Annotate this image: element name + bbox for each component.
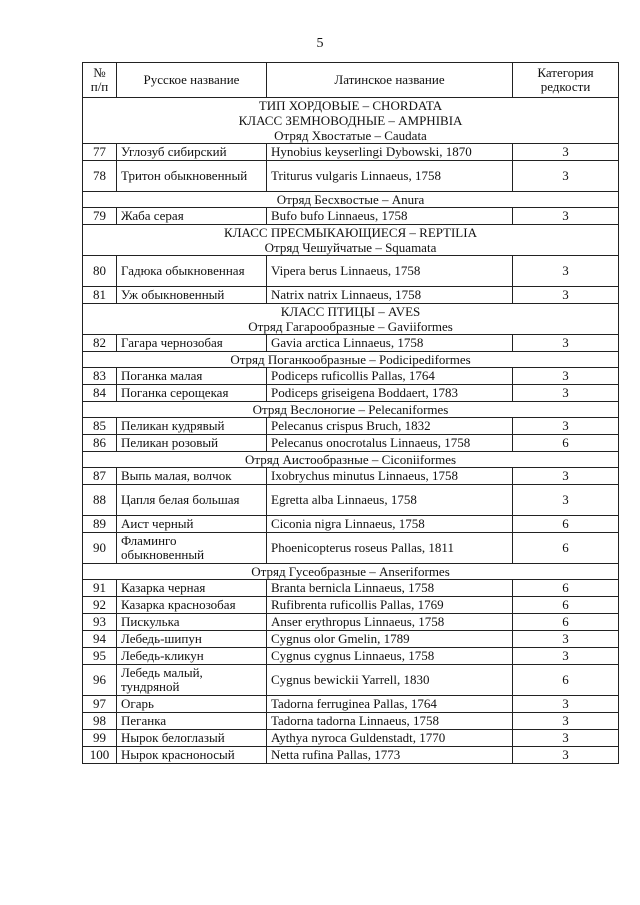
russian-name: Тритон обыкновенный bbox=[117, 161, 267, 192]
section-heading-line: Отряд Веслоногие – Pelecaniformes bbox=[252, 402, 449, 417]
row-number: 88 bbox=[83, 485, 117, 516]
rarity-category: 3 bbox=[513, 208, 619, 225]
russian-name: Поганка малая bbox=[117, 368, 267, 385]
russian-name: Казарка краснозобая bbox=[117, 597, 267, 614]
latin-name: Podiceps griseigena Boddaert, 1783 bbox=[267, 385, 513, 402]
section-heading-line: Отряд Гусеобразные – Anseriformes bbox=[251, 564, 450, 579]
table-row bbox=[83, 161, 619, 192]
section-heading-line: Отряд Чешуйчатые – Squamata bbox=[264, 240, 437, 255]
table-row bbox=[83, 631, 619, 648]
rarity-category: 3 bbox=[513, 368, 619, 385]
section-heading-line: Отряд Хвостатые – Caudata bbox=[274, 128, 427, 143]
row-number: 85 bbox=[83, 418, 117, 435]
rarity-category: 6 bbox=[513, 614, 619, 631]
header-category-line-2: редкости bbox=[540, 79, 591, 94]
russian-name: Выпь малая, волчок bbox=[117, 468, 267, 485]
russian-name: Нырок белоглазый bbox=[117, 730, 267, 747]
russian-name: Пеликан розовый bbox=[117, 435, 267, 452]
section-heading bbox=[83, 192, 619, 208]
row-number: 95 bbox=[83, 648, 117, 665]
rarity-category: 6 bbox=[513, 516, 619, 533]
row-number: 86 bbox=[83, 435, 117, 452]
table-row bbox=[83, 144, 619, 161]
rarity-category: 3 bbox=[513, 485, 619, 516]
latin-name: Triturus vulgaris Linnaeus, 1758 bbox=[267, 161, 513, 192]
russian-name: Пискулька bbox=[117, 614, 267, 631]
section-heading bbox=[83, 352, 619, 368]
latin-name: Cygnus olor Gmelin, 1789 bbox=[267, 631, 513, 648]
header-category-line-1: Категория bbox=[537, 65, 594, 80]
red-book-species-table bbox=[82, 62, 619, 764]
table-row bbox=[83, 665, 619, 696]
russian-name: Лебедь-кликун bbox=[117, 648, 267, 665]
table-row bbox=[83, 287, 619, 304]
rarity-category: 3 bbox=[513, 287, 619, 304]
row-number: 80 bbox=[83, 256, 117, 287]
russian-name: Уж обыкновенный bbox=[117, 287, 267, 304]
russian-name: Пеганка bbox=[117, 713, 267, 730]
latin-name: Branta bernicla Linnaeus, 1758 bbox=[267, 580, 513, 597]
russian-name: Жаба серая bbox=[117, 208, 267, 225]
row-number: 92 bbox=[83, 597, 117, 614]
latin-name: Rufibrenta ruficollis Pallas, 1769 bbox=[267, 597, 513, 614]
latin-name: Ciconia nigra Linnaeus, 1758 bbox=[267, 516, 513, 533]
row-number: 87 bbox=[83, 468, 117, 485]
table-row bbox=[83, 516, 619, 533]
section-heading-line: Отряд Поганкообразные – Podicipediformes bbox=[230, 352, 471, 367]
row-number: 83 bbox=[83, 368, 117, 385]
row-number: 81 bbox=[83, 287, 117, 304]
russian-name: Фламинго обыкновенный bbox=[117, 533, 267, 564]
row-number: 77 bbox=[83, 144, 117, 161]
table-row bbox=[83, 435, 619, 452]
header-num-line-1: № bbox=[93, 65, 106, 80]
rarity-category: 3 bbox=[513, 631, 619, 648]
header-rarity-category bbox=[513, 63, 619, 98]
rarity-category: 3 bbox=[513, 418, 619, 435]
table-row bbox=[83, 597, 619, 614]
header-num bbox=[83, 63, 117, 98]
latin-name: Tadorna tadorna Linnaeus, 1758 bbox=[267, 713, 513, 730]
section-heading-row bbox=[83, 304, 619, 335]
russian-name: Огарь bbox=[117, 696, 267, 713]
rarity-category: 6 bbox=[513, 435, 619, 452]
latin-name: Cygnus cygnus Linnaeus, 1758 bbox=[267, 648, 513, 665]
row-number: 78 bbox=[83, 161, 117, 192]
row-number: 97 bbox=[83, 696, 117, 713]
section-heading-row bbox=[83, 452, 619, 468]
russian-name: Углозуб сибирский bbox=[117, 144, 267, 161]
table-row bbox=[83, 533, 619, 564]
row-number: 93 bbox=[83, 614, 117, 631]
row-number: 79 bbox=[83, 208, 117, 225]
latin-name: Hynobius keyserlingi Dybowski, 1870 bbox=[267, 144, 513, 161]
rarity-category: 3 bbox=[513, 335, 619, 352]
table-row bbox=[83, 468, 619, 485]
latin-name: Anser erythropus Linnaeus, 1758 bbox=[267, 614, 513, 631]
section-heading-line: Отряд Гагарообразные – Gaviiformes bbox=[248, 319, 453, 334]
row-number: 90 bbox=[83, 533, 117, 564]
russian-name: Пеликан кудрявый bbox=[117, 418, 267, 435]
section-heading bbox=[83, 225, 619, 256]
rarity-category: 3 bbox=[513, 730, 619, 747]
section-heading bbox=[83, 304, 619, 335]
header-num-line-2: п/п bbox=[90, 79, 109, 94]
table-body bbox=[83, 98, 619, 764]
latin-name: Tadorna ferruginea Pallas, 1764 bbox=[267, 696, 513, 713]
row-number: 99 bbox=[83, 730, 117, 747]
row-number: 98 bbox=[83, 713, 117, 730]
row-number: 100 bbox=[83, 747, 117, 764]
latin-name: Vipera berus Linnaeus, 1758 bbox=[267, 256, 513, 287]
russian-name: Гадюка обыкновенная bbox=[117, 256, 267, 287]
latin-name: Phoenicopterus roseus Pallas, 1811 bbox=[267, 533, 513, 564]
row-number: 84 bbox=[83, 385, 117, 402]
section-heading bbox=[83, 564, 619, 580]
latin-name: Gavia arctica Linnaeus, 1758 bbox=[267, 335, 513, 352]
russian-name: Лебедь-шипун bbox=[117, 631, 267, 648]
section-heading-row bbox=[83, 402, 619, 418]
latin-name: Ixobrychus minutus Linnaeus, 1758 bbox=[267, 468, 513, 485]
rarity-category: 3 bbox=[513, 696, 619, 713]
table-row bbox=[83, 368, 619, 385]
table-row bbox=[83, 580, 619, 597]
section-heading-row bbox=[83, 192, 619, 208]
table-row bbox=[83, 385, 619, 402]
table-row bbox=[83, 696, 619, 713]
section-heading bbox=[83, 402, 619, 418]
latin-name: Pelecanus crispus Bruch, 1832 bbox=[267, 418, 513, 435]
section-heading-row bbox=[83, 352, 619, 368]
row-number: 96 bbox=[83, 665, 117, 696]
russian-name: Лебедь малый, тундряной bbox=[117, 665, 267, 696]
header-russian-name: Русское название bbox=[117, 63, 267, 98]
latin-name: Aythya nyroca Guldenstadt, 1770 bbox=[267, 730, 513, 747]
rarity-category: 6 bbox=[513, 665, 619, 696]
rarity-category: 3 bbox=[513, 648, 619, 665]
latin-name: Bufo bufo Linnaeus, 1758 bbox=[267, 208, 513, 225]
rarity-category: 3 bbox=[513, 385, 619, 402]
row-number: 94 bbox=[83, 631, 117, 648]
section-heading-line: Отряд Бесхвостые – Anura bbox=[276, 192, 425, 207]
table-row bbox=[83, 648, 619, 665]
latin-name: Netta rufina Pallas, 1773 bbox=[267, 747, 513, 764]
latin-name: Natrix natrix Linnaeus, 1758 bbox=[267, 287, 513, 304]
section-heading-line: Отряд Аистообразные – Ciconiiformes bbox=[244, 452, 457, 467]
table-row bbox=[83, 208, 619, 225]
section-heading-line: КЛАСС ПРЕСМЫКАЮЩИЕСЯ – REPTILIA bbox=[224, 225, 477, 240]
section-heading-row bbox=[83, 98, 619, 144]
rarity-category: 6 bbox=[513, 597, 619, 614]
rarity-category: 3 bbox=[513, 713, 619, 730]
table-header-row bbox=[83, 63, 619, 98]
row-number: 82 bbox=[83, 335, 117, 352]
rarity-category: 3 bbox=[513, 144, 619, 161]
latin-name: Cygnus bewickii Yarrell, 1830 bbox=[267, 665, 513, 696]
russian-name: Нырок красноносый bbox=[117, 747, 267, 764]
rarity-category: 6 bbox=[513, 580, 619, 597]
table-row bbox=[83, 485, 619, 516]
table-row bbox=[83, 418, 619, 435]
section-heading-line: КЛАСС ЗЕМНОВОДНЫЕ – AMPHIBIA bbox=[238, 113, 463, 128]
russian-name: Поганка серощекая bbox=[117, 385, 267, 402]
table-row bbox=[83, 614, 619, 631]
table-row bbox=[83, 256, 619, 287]
rarity-category: 3 bbox=[513, 256, 619, 287]
table-row bbox=[83, 713, 619, 730]
table-row bbox=[83, 335, 619, 352]
russian-name: Цапля белая большая bbox=[117, 485, 267, 516]
latin-name: Podiceps ruficollis Pallas, 1764 bbox=[267, 368, 513, 385]
section-heading bbox=[83, 452, 619, 468]
table-row bbox=[83, 730, 619, 747]
latin-name: Egretta alba Linnaeus, 1758 bbox=[267, 485, 513, 516]
latin-name: Pelecanus onocrotalus Linnaeus, 1758 bbox=[267, 435, 513, 452]
section-heading-line: КЛАСС ПТИЦЫ – AVES bbox=[280, 304, 421, 319]
rarity-category: 3 bbox=[513, 468, 619, 485]
section-heading-row bbox=[83, 564, 619, 580]
rarity-category: 3 bbox=[513, 161, 619, 192]
row-number: 91 bbox=[83, 580, 117, 597]
rarity-category: 3 bbox=[513, 747, 619, 764]
table-row bbox=[83, 747, 619, 764]
page-number: 5 bbox=[316, 36, 324, 51]
rarity-category: 6 bbox=[513, 533, 619, 564]
russian-name: Аист черный bbox=[117, 516, 267, 533]
russian-name: Казарка черная bbox=[117, 580, 267, 597]
section-heading bbox=[83, 98, 619, 144]
section-heading-line: ТИП ХОРДОВЫЕ – CHORDATA bbox=[258, 98, 443, 113]
russian-name: Гагара чернозобая bbox=[117, 335, 267, 352]
header-latin-name: Латинское название bbox=[267, 63, 513, 98]
section-heading-row bbox=[83, 225, 619, 256]
row-number: 89 bbox=[83, 516, 117, 533]
